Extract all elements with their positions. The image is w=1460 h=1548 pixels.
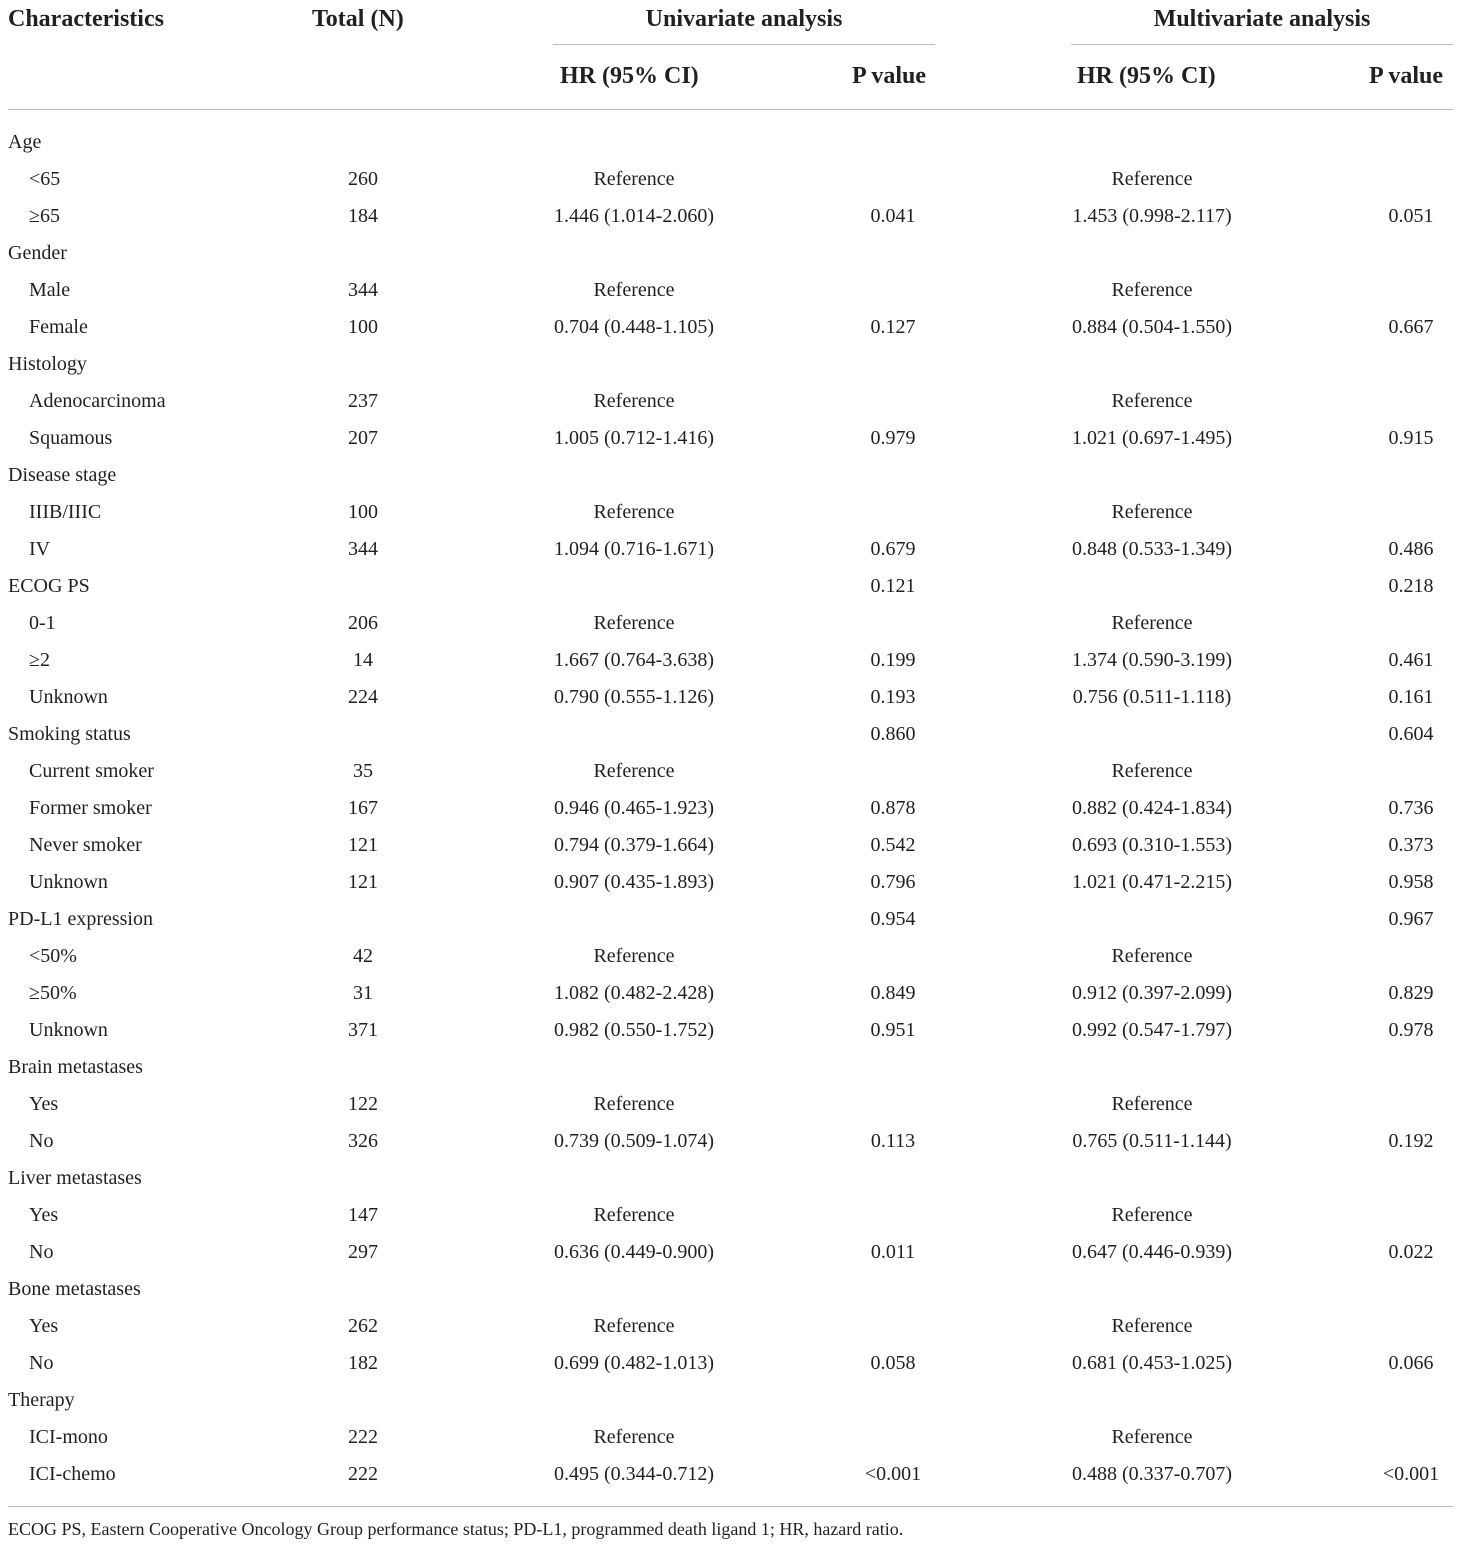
table-row xyxy=(0,494,1460,531)
multivariate-underline xyxy=(1071,44,1453,45)
cell-multi-hr: 1.021 (0.697-1.495) xyxy=(1072,427,1232,449)
cell-multi-p: 0.192 xyxy=(1388,1130,1434,1152)
cell-multi-hr: 0.765 (0.511-1.144) xyxy=(1072,1130,1232,1152)
table-row xyxy=(0,642,1460,679)
cell-multi-hr: 1.021 (0.471-2.215) xyxy=(1072,871,1232,893)
header-characteristics: Characteristics xyxy=(8,6,164,32)
cell-multi-hr: Reference xyxy=(1111,1315,1193,1337)
row-label: Brain metastases xyxy=(8,1056,143,1078)
footnote: ECOG PS, Eastern Cooperative Oncology Group performance status; PD-L1, programmed death ligand 1; HR, hazard ratio. xyxy=(8,1519,904,1539)
row-label: No xyxy=(29,1241,54,1263)
cell-uni-p: 0.113 xyxy=(870,1130,916,1152)
cell-total: 260 xyxy=(348,168,378,190)
row-label: Adenocarcinoma xyxy=(29,390,166,412)
cell-multi-hr: Reference xyxy=(1111,279,1193,301)
cell-multi-p: 0.829 xyxy=(1388,982,1434,1004)
row-label: Former smoker xyxy=(29,797,152,819)
cell-uni-p: 0.951 xyxy=(870,1019,916,1041)
row-label: ≥2 xyxy=(29,649,50,671)
table-row xyxy=(0,938,1460,975)
row-label: 0-1 xyxy=(29,612,56,634)
row-label: ECOG PS xyxy=(8,575,90,597)
cell-total: 344 xyxy=(348,538,378,560)
group-row xyxy=(0,901,1460,938)
cell-uni-hr: 0.794 (0.379-1.664) xyxy=(554,834,714,856)
cell-uni-p: 0.127 xyxy=(870,316,916,338)
cell-total: 100 xyxy=(348,316,378,338)
cell-multi-hr: 0.756 (0.511-1.118) xyxy=(1072,686,1232,708)
row-label: Male xyxy=(29,279,71,301)
row-label: No xyxy=(29,1130,54,1152)
row-label: <50% xyxy=(29,945,77,967)
cell-multi-p: 0.667 xyxy=(1388,316,1434,338)
cell-multi-hr: 0.884 (0.504-1.550) xyxy=(1072,316,1232,338)
cell-total: 326 xyxy=(348,1130,378,1152)
row-label: ≥65 xyxy=(29,205,60,227)
cell-multi-hr: Reference xyxy=(1111,612,1193,634)
header-multi-p: P value xyxy=(1369,63,1444,89)
header-total: Total (N) xyxy=(312,6,404,32)
cell-uni-p: 0.193 xyxy=(870,686,916,708)
row-label: ≥50% xyxy=(29,982,77,1004)
cell-uni-hr: Reference xyxy=(593,945,675,967)
row-label: Current smoker xyxy=(29,760,154,782)
group-row xyxy=(0,457,1460,494)
cell-multi-p: 0.161 xyxy=(1388,686,1434,708)
cell-uni-hr: 0.739 (0.509-1.074) xyxy=(554,1130,714,1152)
group-row xyxy=(0,1271,1460,1308)
row-label: <65 xyxy=(29,168,61,190)
header-uni-p: P value xyxy=(852,63,927,89)
group-row xyxy=(0,1160,1460,1197)
row-label: IV xyxy=(29,538,51,560)
row-label: Smoking status xyxy=(8,723,131,745)
cell-multi-p: 0.022 xyxy=(1388,1241,1434,1263)
row-label: Yes xyxy=(29,1315,59,1337)
row-label: Unknown xyxy=(29,1019,108,1041)
cell-total: 207 xyxy=(348,427,378,449)
cell-multi-p: 0.967 xyxy=(1388,908,1434,930)
table-row xyxy=(0,531,1460,568)
cell-uni-hr: Reference xyxy=(593,1315,675,1337)
cell-multi-hr: Reference xyxy=(1111,1426,1193,1448)
cell-uni-hr: 1.446 (1.014-2.060) xyxy=(554,205,714,227)
row-label: Female xyxy=(29,316,88,338)
cell-total: 31 xyxy=(353,982,373,1004)
header-univariate: Univariate analysis xyxy=(645,6,843,32)
cell-total: 222 xyxy=(348,1463,378,1485)
univariate-underline xyxy=(553,44,935,45)
table-row xyxy=(0,198,1460,235)
cell-uni-hr: 0.946 (0.465-1.923) xyxy=(554,797,714,819)
row-label: IIIB/IIIC xyxy=(29,501,102,523)
cell-total: 344 xyxy=(348,279,378,301)
cell-multi-p: 0.736 xyxy=(1388,797,1434,819)
cell-multi-hr: Reference xyxy=(1111,390,1193,412)
cell-total: 224 xyxy=(348,686,378,708)
row-label: Unknown xyxy=(29,871,108,893)
cell-uni-hr: 0.636 (0.449-0.900) xyxy=(554,1241,714,1263)
cell-uni-hr: Reference xyxy=(593,168,675,190)
cell-multi-hr: 1.374 (0.590-3.199) xyxy=(1072,649,1232,671)
table-row xyxy=(0,753,1460,790)
table-row xyxy=(0,605,1460,642)
cell-total: 14 xyxy=(353,649,373,671)
table-bottom-rule xyxy=(8,1506,1453,1507)
cell-uni-p: <0.001 xyxy=(864,1463,922,1485)
group-row xyxy=(0,1382,1460,1419)
table-row xyxy=(0,383,1460,420)
cell-uni-p: 0.979 xyxy=(870,427,916,449)
cell-multi-hr: Reference xyxy=(1111,1204,1193,1226)
row-label: Liver metastases xyxy=(8,1167,142,1189)
cell-total: 35 xyxy=(353,760,373,782)
table-row xyxy=(0,790,1460,827)
table-row xyxy=(0,1086,1460,1123)
cell-total: 147 xyxy=(348,1204,378,1226)
cell-multi-hr: Reference xyxy=(1111,760,1193,782)
table-row xyxy=(0,864,1460,901)
cell-total: 167 xyxy=(348,797,378,819)
cell-multi-hr: Reference xyxy=(1111,501,1193,523)
table-row xyxy=(0,1308,1460,1345)
cell-multi-hr: 0.681 (0.453-1.025) xyxy=(1072,1352,1232,1374)
cell-multi-hr: 1.453 (0.998-2.117) xyxy=(1072,205,1232,227)
table-row xyxy=(0,679,1460,716)
cell-multi-p: 0.373 xyxy=(1388,834,1434,856)
cell-multi-hr: 0.912 (0.397-2.099) xyxy=(1072,982,1232,1004)
cell-uni-hr: Reference xyxy=(593,279,675,301)
cell-uni-hr: Reference xyxy=(593,612,675,634)
cell-uni-p: 0.121 xyxy=(870,575,916,597)
cell-multi-hr: 0.992 (0.547-1.797) xyxy=(1072,1019,1232,1041)
cell-uni-hr: 0.982 (0.550-1.752) xyxy=(554,1019,714,1041)
cell-multi-p: <0.001 xyxy=(1382,1463,1440,1485)
header-multivariate: Multivariate analysis xyxy=(1153,6,1371,32)
table-row xyxy=(0,309,1460,346)
cell-total: 182 xyxy=(348,1352,378,1374)
cell-multi-p: 0.978 xyxy=(1388,1019,1434,1041)
row-label: Unknown xyxy=(29,686,108,708)
table-row xyxy=(0,1123,1460,1160)
group-row xyxy=(0,124,1460,161)
row-label: Squamous xyxy=(29,427,113,449)
row-label: No xyxy=(29,1352,54,1374)
cell-uni-p: 0.011 xyxy=(870,1241,916,1263)
cell-uni-hr: 0.907 (0.435-1.893) xyxy=(554,871,714,893)
row-label: Disease stage xyxy=(8,464,117,486)
row-label: Bone metastases xyxy=(8,1278,141,1300)
table-row xyxy=(0,1456,1460,1493)
cell-total: 206 xyxy=(348,612,378,634)
cell-uni-p: 0.796 xyxy=(870,871,916,893)
cell-multi-hr: Reference xyxy=(1111,945,1193,967)
cell-total: 371 xyxy=(348,1019,378,1041)
cell-uni-p: 0.860 xyxy=(870,723,916,745)
cell-multi-p: 0.218 xyxy=(1388,575,1434,597)
table-row xyxy=(0,1197,1460,1234)
row-label: Yes xyxy=(29,1093,59,1115)
table-row xyxy=(0,161,1460,198)
group-row xyxy=(0,568,1460,605)
row-label: ICI-mono xyxy=(29,1426,108,1448)
cell-total: 42 xyxy=(353,945,373,967)
cell-multi-hr: 0.882 (0.424-1.834) xyxy=(1072,797,1232,819)
header-uni-hr: HR (95% CI) xyxy=(560,63,699,89)
cell-uni-hr: Reference xyxy=(593,760,675,782)
cell-multi-p: 0.915 xyxy=(1388,427,1434,449)
cell-uni-p: 0.199 xyxy=(870,649,916,671)
table-row xyxy=(0,1234,1460,1271)
cell-uni-hr: Reference xyxy=(593,1204,675,1226)
cell-uni-p: 0.849 xyxy=(870,982,916,1004)
cell-uni-p: 0.058 xyxy=(870,1352,916,1374)
table-row xyxy=(0,420,1460,457)
table-row xyxy=(0,827,1460,864)
row-label: Never smoker xyxy=(29,834,142,856)
cell-uni-p: 0.542 xyxy=(870,834,916,856)
cell-uni-hr: Reference xyxy=(593,1093,675,1115)
table-row xyxy=(0,975,1460,1012)
table-row xyxy=(0,272,1460,309)
cell-total: 121 xyxy=(348,834,378,856)
header-bottom-rule xyxy=(8,109,1453,110)
row-label: Gender xyxy=(8,242,67,264)
table-row xyxy=(0,1345,1460,1382)
cell-uni-hr: Reference xyxy=(593,501,675,523)
cell-multi-hr: 0.848 (0.533-1.349) xyxy=(1072,538,1232,560)
cell-uni-p: 0.679 xyxy=(870,538,916,560)
cell-uni-hr: 0.699 (0.482-1.013) xyxy=(554,1352,714,1374)
group-row xyxy=(0,346,1460,383)
cell-multi-p: 0.958 xyxy=(1388,871,1434,893)
cell-uni-hr: 0.790 (0.555-1.126) xyxy=(554,686,714,708)
row-label: Therapy xyxy=(8,1389,75,1411)
cell-uni-hr: Reference xyxy=(593,390,675,412)
row-label: PD-L1 expression xyxy=(8,908,153,930)
cell-multi-p: 0.461 xyxy=(1388,649,1434,671)
table-row xyxy=(0,1419,1460,1456)
cell-multi-hr: 0.488 (0.337-0.707) xyxy=(1072,1463,1232,1485)
cell-uni-hr: 1.082 (0.482-2.428) xyxy=(554,982,714,1004)
table-row xyxy=(0,1012,1460,1049)
row-label: Age xyxy=(8,131,42,153)
cell-total: 262 xyxy=(348,1315,378,1337)
row-label: Yes xyxy=(29,1204,59,1226)
cell-multi-p: 0.604 xyxy=(1388,723,1434,745)
cell-uni-p: 0.041 xyxy=(870,205,916,227)
cell-multi-hr: 0.693 (0.310-1.553) xyxy=(1072,834,1232,856)
table-body xyxy=(0,124,1460,1493)
cell-total: 222 xyxy=(348,1426,378,1448)
cell-multi-hr: 0.647 (0.446-0.939) xyxy=(1072,1241,1232,1263)
cell-multi-p: 0.051 xyxy=(1388,205,1434,227)
cell-multi-hr: Reference xyxy=(1111,168,1193,190)
cell-uni-hr: Reference xyxy=(593,1426,675,1448)
row-label: Histology xyxy=(8,353,87,375)
cell-total: 122 xyxy=(348,1093,378,1115)
row-label: ICI-chemo xyxy=(29,1463,116,1485)
cell-uni-p: 0.954 xyxy=(870,908,916,930)
cell-multi-hr: Reference xyxy=(1111,1093,1193,1115)
header-multi-hr: HR (95% CI) xyxy=(1077,63,1216,89)
cell-uni-hr: 0.704 (0.448-1.105) xyxy=(554,316,714,338)
group-row xyxy=(0,716,1460,753)
group-row xyxy=(0,1049,1460,1086)
cell-uni-hr: 1.005 (0.712-1.416) xyxy=(554,427,714,449)
cell-total: 237 xyxy=(348,390,378,412)
cell-uni-hr: 0.495 (0.344-0.712) xyxy=(554,1463,714,1485)
cell-total: 100 xyxy=(348,501,378,523)
cell-total: 121 xyxy=(348,871,378,893)
cell-total: 297 xyxy=(348,1241,378,1263)
cell-total: 184 xyxy=(348,205,378,227)
cell-multi-p: 0.486 xyxy=(1388,538,1434,560)
group-row xyxy=(0,235,1460,272)
cell-multi-p: 0.066 xyxy=(1388,1352,1434,1374)
cell-uni-hr: 1.667 (0.764-3.638) xyxy=(554,649,714,671)
cell-uni-p: 0.878 xyxy=(870,797,916,819)
cell-uni-hr: 1.094 (0.716-1.671) xyxy=(554,538,714,560)
